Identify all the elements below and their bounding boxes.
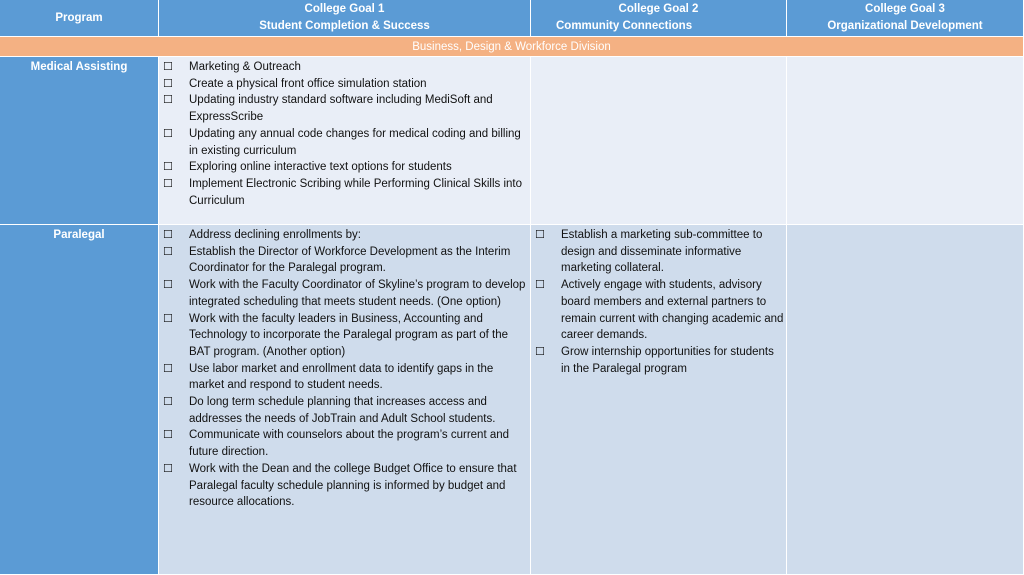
list-item <box>163 277 528 310</box>
list-item-text: Actively engage with students, advisory board members and external partners to remain current with changing academic and career demands. <box>561 279 784 342</box>
checkbox-icon: ☐ <box>163 461 173 475</box>
checkbox-icon: ☐ <box>535 344 545 358</box>
list-item <box>163 59 528 76</box>
list-item <box>163 227 528 244</box>
checkbox-icon: ☐ <box>163 361 173 375</box>
list-item <box>163 76 528 93</box>
list-item <box>163 461 528 511</box>
list-item-text: Work with the Dean and the college Budget Office to ensure that Paralegal faculty schedule planning is informed by budget and resource allocations. <box>189 462 517 509</box>
list-item-text: Grow internship opportunities for students in the Paralegal program <box>561 345 774 375</box>
list-item <box>163 92 528 125</box>
list-item <box>163 427 528 460</box>
list-item <box>163 126 528 159</box>
list-item-text: Updating industry standard software including MediSoft and ExpressScribe <box>189 94 500 124</box>
checkbox-icon: ☐ <box>163 76 173 90</box>
checkbox-icon: ☐ <box>163 428 173 442</box>
list-item <box>535 227 784 277</box>
goal-2-subtitle: Community Connections <box>556 20 693 32</box>
checkbox-icon: ☐ <box>163 278 173 292</box>
medical-assisting-goal-1 <box>159 57 531 225</box>
list-item-text: Work with the Faculty Coordinator of Skyline’s program to develop integrated scheduling that meets student needs. (One option) <box>189 279 526 308</box>
goal-1-subtitle: Student Completion & Success <box>259 20 430 32</box>
list-item <box>535 277 784 344</box>
goal-1-list <box>159 227 530 511</box>
checkbox-icon: ☐ <box>163 311 173 325</box>
checkbox-icon: ☐ <box>163 60 173 73</box>
medical-assisting-goal-2 <box>531 57 787 225</box>
checkbox-icon: ☐ <box>163 395 173 409</box>
list-item <box>535 344 784 377</box>
checkbox-icon: ☐ <box>163 244 173 258</box>
list-item-text: Work with the faculty leaders in Business, Accounting and Technology to incorporate the Paralegal program as part of the BAT program. (Another option) <box>189 312 508 358</box>
checkbox-icon: ☐ <box>163 126 173 140</box>
goal-3-subtitle: Organizational Development <box>827 20 983 32</box>
list-item-text: Address declining enrollments by: <box>189 229 361 241</box>
list-item <box>163 176 528 209</box>
list-item-text: Do long term schedule planning that increases access and addresses the needs of JobTrain and Adult School students. <box>189 396 496 425</box>
paralegal-goal-2 <box>531 225 787 575</box>
list-item-text: Use labor market and enrollment data to identify gaps in the market and respond to student needs. <box>189 362 494 392</box>
division-banner: Business, Design & Workforce Division <box>0 37 1024 57</box>
list-item-text: Updating any annual code changes for medical coding and billing in existing curriculum <box>189 127 521 157</box>
goal-2-list <box>531 227 786 377</box>
checkbox-icon: ☐ <box>163 160 173 174</box>
checkbox-icon: ☐ <box>535 278 545 292</box>
goal-1-list <box>159 59 530 209</box>
paralegal-goal-1 <box>159 225 531 575</box>
checkbox-icon: ☐ <box>163 93 173 107</box>
list-item-text: Implement Electronic Scribing while Performing Clinical Skills into Curriculum <box>189 177 522 207</box>
checkbox-icon: ☐ <box>163 176 173 190</box>
checkbox-icon: ☐ <box>163 228 173 241</box>
medical-assisting-goal-3 <box>787 57 1024 225</box>
list-item-text: Marketing & Outreach <box>189 61 301 73</box>
checkbox-icon: ☐ <box>535 228 545 241</box>
list-item <box>163 159 528 176</box>
header-program-label: Program <box>55 11 103 24</box>
program-paralegal: Paralegal <box>0 225 159 575</box>
list-item <box>163 311 528 361</box>
list-item-text: Exploring online interactive text options for students <box>189 161 452 174</box>
paralegal-goal-3 <box>787 225 1024 575</box>
goal-3-title: College Goal 3 <box>865 3 945 15</box>
program-medical-assisting: Medical Assisting <box>0 57 159 225</box>
header-goal-2 <box>531 0 787 37</box>
list-item <box>163 361 528 394</box>
list-item <box>163 394 528 427</box>
list-item-text: Establish the Director of Workforce Development as the Interim Coordinator for the Paralegal program. <box>189 245 511 275</box>
header-program <box>0 0 159 37</box>
list-item-text: Communicate with counselors about the program’s current and future direction. <box>189 429 510 459</box>
list-item-text: Create a physical front office simulation station <box>189 77 427 90</box>
header-goal-3 <box>787 0 1024 37</box>
list-item-text: Establish a marketing sub-committee to design and disseminate informative marketing collateral. <box>561 229 763 275</box>
goal-2-title: College Goal 2 <box>618 3 699 15</box>
goal-1-title: College Goal 1 <box>304 3 385 15</box>
list-item <box>163 244 528 277</box>
header-goal-1 <box>159 0 531 37</box>
